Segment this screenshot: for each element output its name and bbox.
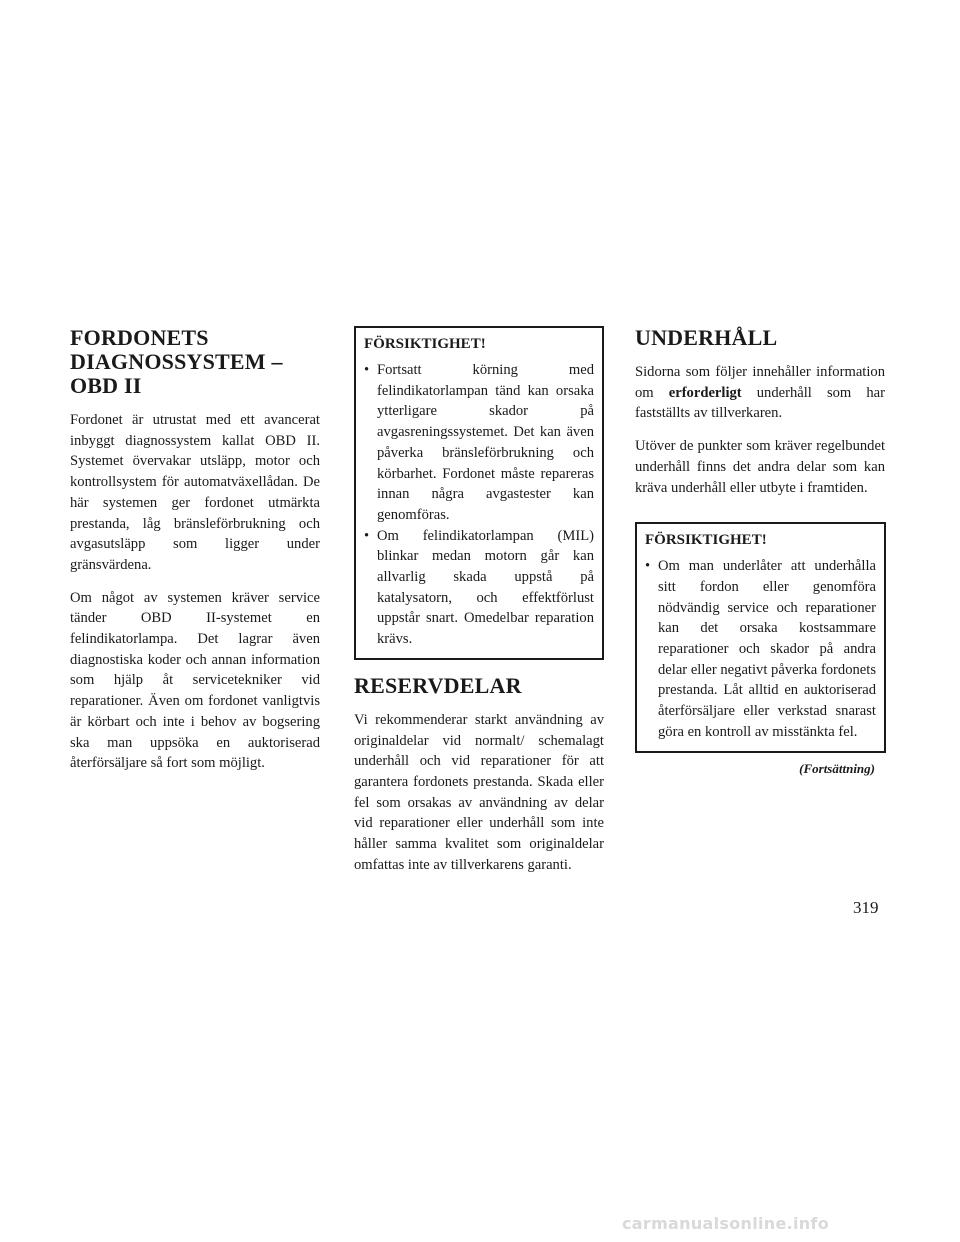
caution-item bbox=[364, 526, 594, 650]
caution-list bbox=[645, 556, 876, 742]
emphasis-text: erforderligt bbox=[668, 384, 742, 401]
caution-item-text: Fortsatt körning med felindikatorlampan tänd kan orsaka ytterligare skador på avgasreningssystemet. Det kan även påverka bränsleförbrukning och körbarhet. Fordonet måste repareras innan några avgastester kan genomföras. bbox=[377, 362, 594, 523]
continued-label: (Fortsättning) bbox=[799, 760, 875, 776]
section-heading-spare-parts: RESERVDELAR bbox=[354, 672, 522, 698]
paragraph-maintenance-intro bbox=[635, 362, 885, 424]
caution-box-maintenance bbox=[635, 522, 886, 752]
column-right bbox=[635, 326, 885, 777]
text-run: Sidorna som följer innehåller information om bbox=[635, 364, 885, 401]
caution-item bbox=[645, 556, 876, 742]
paragraph-obd-service: Om något av systemen kräver service tänder OBD II-systemet en felindikatorlampa. Det lagrar även diagnostiska koder och annan information som hjälp åt servicetekniker vid reparationer. Även om fordonet vanligtvis är körbart och inte i behov av bogsering ska man uppsöka en auktoriserad återförsäljare så fort som möjligt. bbox=[70, 589, 320, 772]
section-heading-diagnostics: FORDONETS DIAGNOSSYSTEM – OBD II bbox=[70, 325, 283, 398]
page-number: 319 bbox=[853, 898, 879, 917]
bullet-icon: • bbox=[645, 558, 651, 575]
caution-title: FÖRSIKTIGHET! bbox=[364, 336, 486, 352]
paragraph-obd-intro: Fordonet är utrustat med ett avancerat inbyggt diagnossystem kallat OBD II. Systemet övervakar utsläpp, motor och kontrollsystem för automatväxellådan. De här systemen ger fordonet utmärkta prestanda, låg bränsleförbrukning och avgasutsläpp som ligger under gränsvärdena. bbox=[70, 412, 320, 573]
caution-item bbox=[364, 360, 594, 526]
bullet-icon: • bbox=[364, 362, 370, 378]
caution-title: FÖRSIKTIGHET! bbox=[645, 532, 767, 549]
section-heading-maintenance: UNDERHÅLL bbox=[635, 325, 778, 350]
paragraph-maintenance-other: Utöver de punkter som kräver regelbundet underhåll finns det andra delar som kan kräva underhåll eller utbyte i framtiden. bbox=[635, 438, 885, 496]
caution-item-text: Om man underlåter att underhålla sitt fordon eller genomföra nödvändig service och reparationer kan det orsaka kostsammare reparationer och skador på andra delar eller negativt påverka fordonets prestanda. Låt alltid en auktoriserad återförsäljare eller verkstad snarast göra en kontroll av misstänkta fel. bbox=[658, 558, 876, 740]
paragraph-spare-parts: Vi rekommenderar starkt användning av originaldelar vid normalt/ schemalagt underhåll och vid reparationer för att garantera fordonets prestanda. Skada eller fel som orsakas av användning av delar vid reparationer eller underhåll som inte håller samma kvalitet som originaldelar omfattas inte av tillverkarens garanti. bbox=[354, 711, 604, 873]
column-left bbox=[70, 326, 320, 786]
watermark-text: carmanualsonline.info bbox=[622, 1214, 830, 1233]
caution-box-mil bbox=[354, 326, 604, 660]
caution-list bbox=[364, 360, 594, 650]
bullet-icon: • bbox=[364, 527, 370, 544]
caution-item-text: Om felindikatorlampan (MIL) blinkar medan motorn går kan allvarlig skada uppstå på katalysatorn, och effektförlust uppstår snart. Omedelbar reparation krävs. bbox=[377, 527, 594, 648]
column-middle bbox=[354, 326, 604, 887]
text-run: underhåll som har fastställts av tillverkaren. bbox=[635, 384, 885, 422]
